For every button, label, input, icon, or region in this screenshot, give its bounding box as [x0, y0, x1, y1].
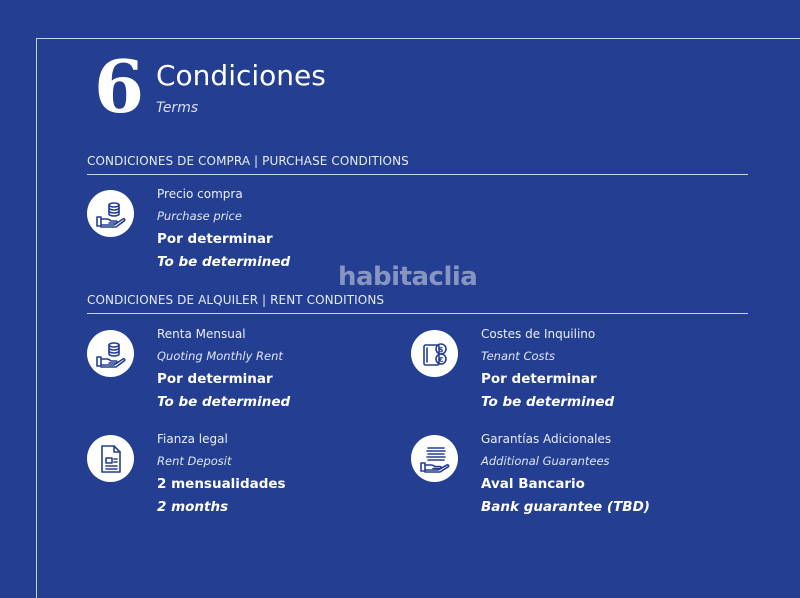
tenant-costs-value: Por determinar [481, 371, 597, 387]
purchase-divider [87, 174, 748, 175]
monthly-rent-value-en: To be determined [157, 394, 291, 410]
purchase-price-value: Por determinar [157, 231, 273, 247]
section-number: 6 [94, 44, 145, 129]
monthly-rent-value: Por determinar [157, 371, 273, 387]
additional-guarantees-icon-circle [411, 435, 458, 482]
rent-deposit-block [157, 431, 286, 516]
page-frame [36, 38, 800, 598]
rent-deposit-icon-circle [87, 435, 134, 482]
additional-guarantees-value: Aval Bancario [481, 476, 585, 492]
rent-conditions-heading: CONDICIONES DE ALQUILER | RENT CONDITIONS [87, 293, 385, 307]
tenant-costs-block [481, 326, 614, 411]
purchase-price-label: Precio compra [157, 187, 243, 201]
purchase-price-label-en: Purchase price [157, 209, 242, 223]
additional-guarantees-value-en: Bank guarantee (TBD) [481, 499, 650, 515]
tenant-costs-label: Costes de Inquilino [481, 327, 596, 341]
monthly-rent-label: Renta Mensual [157, 327, 246, 341]
purchase-price-icon-circle [87, 190, 134, 237]
document-icon [98, 444, 124, 474]
tenant-costs-icon-circle [411, 330, 458, 377]
monthly-rent-icon-circle [87, 330, 134, 377]
rent-deposit-value-en: 2 months [157, 499, 229, 515]
additional-guarantees-label-en: Additional Guarantees [481, 454, 610, 468]
monthly-rent-block [157, 326, 290, 411]
additional-guarantees-label: Garantías Adicionales [481, 432, 612, 446]
currency-cards-icon [420, 339, 450, 369]
purchase-price-value-en: To be determined [157, 254, 291, 270]
section-title: Condiciones [156, 59, 326, 92]
purchase-conditions-heading: CONDICIONES DE COMPRA | PURCHASE CONDITIONS [87, 154, 409, 168]
tenant-costs-value-en: To be determined [481, 394, 615, 410]
coins-hand-icon [94, 200, 128, 228]
rent-deposit-label-en: Rent Deposit [157, 454, 232, 468]
purchase-price-block [157, 186, 290, 271]
stacked-papers-hand-icon [418, 445, 452, 473]
section-subtitle: Terms [156, 100, 199, 116]
watermark: habitaclia [338, 262, 478, 292]
monthly-rent-label-en: Quoting Monthly Rent [157, 349, 283, 363]
svg-text:$: $ [438, 345, 443, 354]
coins-hand-icon [94, 340, 128, 368]
svg-text:€: € [438, 355, 443, 364]
additional-guarantees-block [481, 431, 650, 516]
rent-deposit-value: 2 mensualidades [157, 476, 286, 492]
rent-deposit-label: Fianza legal [157, 432, 228, 446]
tenant-costs-label-en: Tenant Costs [481, 349, 556, 363]
rent-divider [87, 313, 748, 314]
